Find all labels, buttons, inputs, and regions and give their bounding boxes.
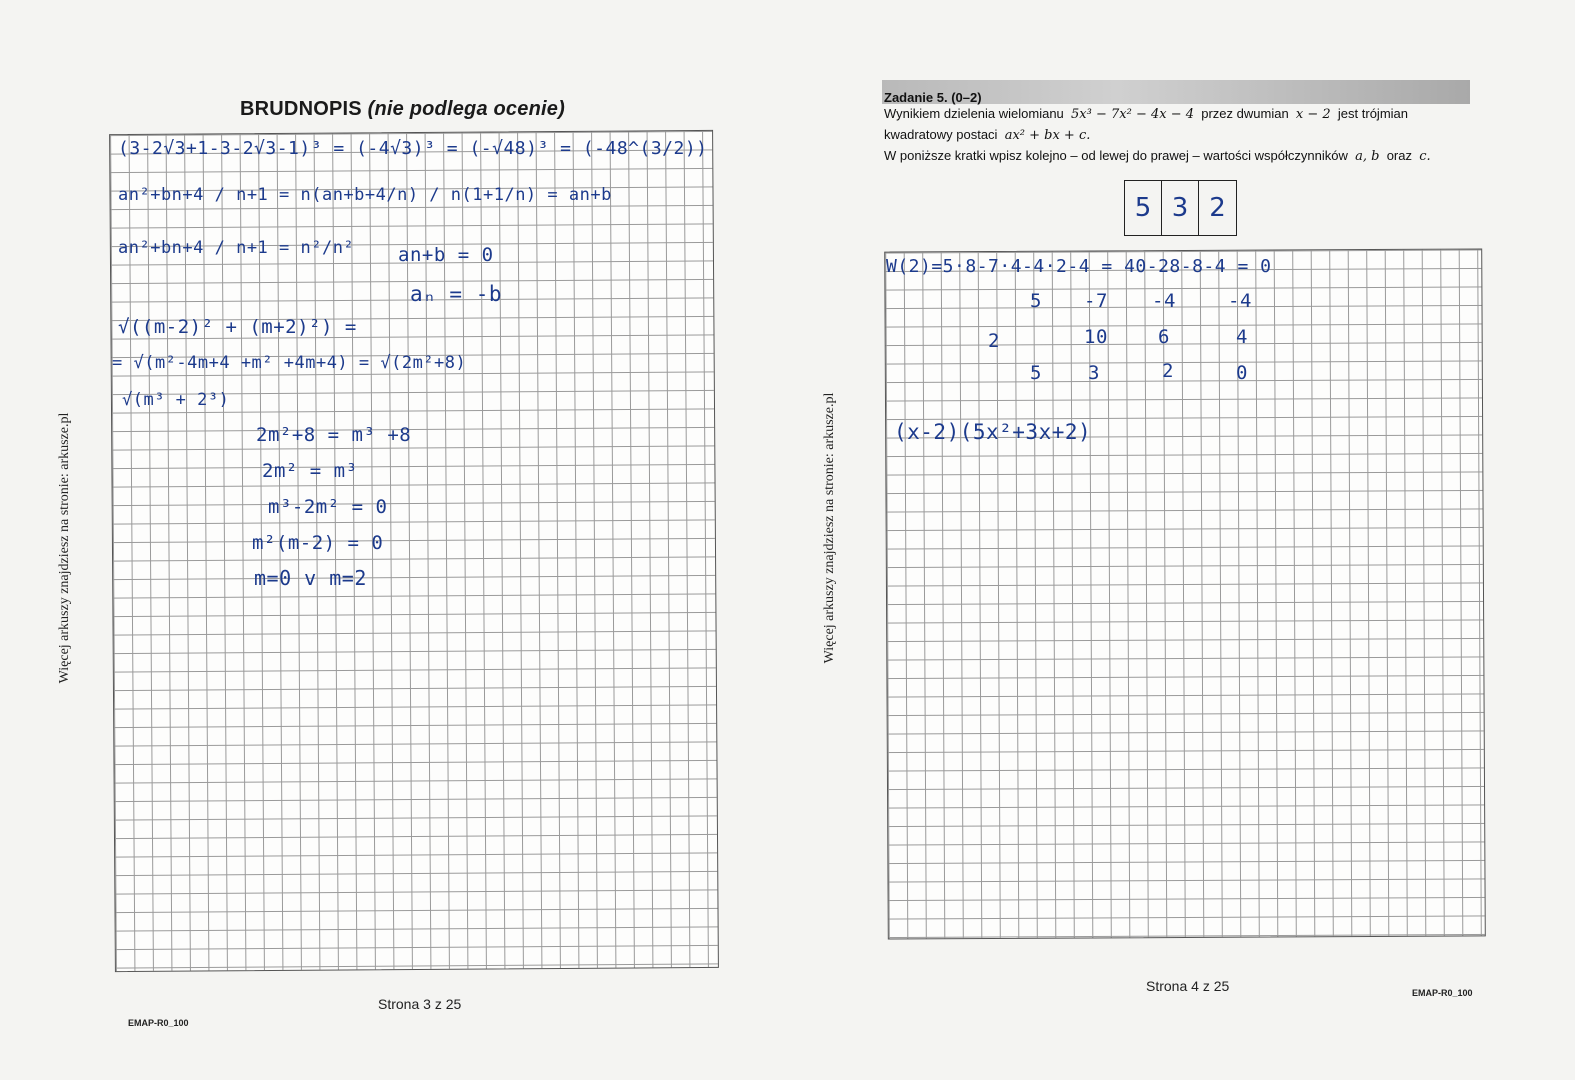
handwriting-line-5: aₙ = -b [410,282,503,306]
answer-boxes [1124,180,1237,236]
horner-r1-c2: -7 [1084,290,1108,312]
horner-root: 2 [988,330,1000,352]
handwriting-line-12: m²(m-2) = 0 [252,532,384,554]
exam-code-left: EMAP-R0_100 [128,1018,189,1028]
horner-r1-c4: -4 [1228,290,1252,312]
horner-r3-c4: 0 [1236,362,1248,384]
horner-r2-c4: 4 [1236,326,1248,348]
handwriting-factored: (x-2)(5x²+3x+2) [894,420,1092,444]
task-line-1-math-2: x − 2 [1295,107,1331,122]
task-line-2 [884,127,1090,143]
task-line-3-b: oraz [1386,148,1412,163]
right-page [780,0,1575,1080]
task-line-1-c: jest trójmian [1337,106,1408,121]
handwriting-line-11: m³-2m² = 0 [268,496,388,518]
handwriting-line-3: an²+bn+4 / n+1 = n²/n² [118,238,355,258]
handwriting-line-13: m=0 v m=2 [254,566,367,590]
task-line-3 [884,148,1431,164]
handwriting-line-9: 2m²+8 = m³ +8 [256,424,412,446]
page-number-right: Strona 4 z 25 [1146,978,1230,994]
handwriting-line-6: √((m-2)² + (m+2)²) = [118,316,357,338]
left-page [0,0,780,1080]
draft-title [240,98,565,121]
handwriting-line-7: = √(m²-4m+4 +m² +4m+4) = √(2m²+8) [112,353,467,373]
horner-r3-c1: 5 [1030,362,1042,384]
draft-title-note: (nie podlega ocenie) [367,98,565,120]
task-line-2-math: ax² + bx + c. [1004,128,1091,143]
task-line-1-math-1: 5x³ − 7x² − 4x − 4 [1071,107,1195,122]
handwriting-line-2: an²+bn+4 / n+1 = n(an+b+4/n) / n(1+1/n) = an+b [118,185,612,205]
handwriting-w2: W(2)=5·8-7·4-4·2-4 = 40-28-8-4 = 0 [886,256,1272,277]
answer-box-c[interactable]: 2 [1209,193,1226,223]
task-line-1-a: Wynikiem dzielenia wielomianu [884,106,1064,121]
handwriting-line-10: 2m² = m³ [262,460,358,482]
answer-box-a[interactable]: 5 [1125,181,1162,235]
horner-r3-c3: 2 [1162,360,1174,382]
task-line-3-math-2: c. [1419,149,1431,164]
task-label: Zadanie 5. (0–2) [884,90,982,105]
side-note-left: Więcej arkuszy znajdziesz na stronie: arkusze.pl [57,412,72,684]
task-line-3-a: W poniższe kratki wpisz kolejno – od lewej do prawej – wartości współczynników [884,148,1348,163]
horner-r2-c2: 10 [1084,326,1108,348]
side-note-right: Więcej arkuszy znajdziesz na stronie: arkusze.pl [822,392,837,664]
task-line-2-a: kwadratowy postaci [884,127,998,142]
answer-box-b[interactable]: 3 [1162,181,1199,235]
horner-r2-c3: 6 [1158,326,1170,348]
handwriting-line-4: an+b = 0 [398,244,494,266]
task-line-3-math: a, b [1355,149,1380,164]
page-number-left: Strona 3 z 25 [378,996,462,1012]
draft-title-main: BRUDNOPIS [240,98,362,120]
solution-grid [884,248,1486,939]
horner-r1-c3: -4 [1152,290,1176,312]
handwriting-line-1: (3-2√3+1-3-2√3-1)³ = (-4√3)³ = (-√48)³ = (-48^(3/2)) [118,138,708,159]
handwriting-line-8: √(m³ + 2³) [122,390,230,410]
task-line-1-b: przez dwumian [1201,106,1289,121]
task-line-1 [884,106,1408,122]
exam-code-right: EMAP-R0_100 [1412,988,1473,998]
horner-r1-c1: 5 [1030,290,1042,312]
horner-r3-c2: 3 [1088,362,1100,384]
